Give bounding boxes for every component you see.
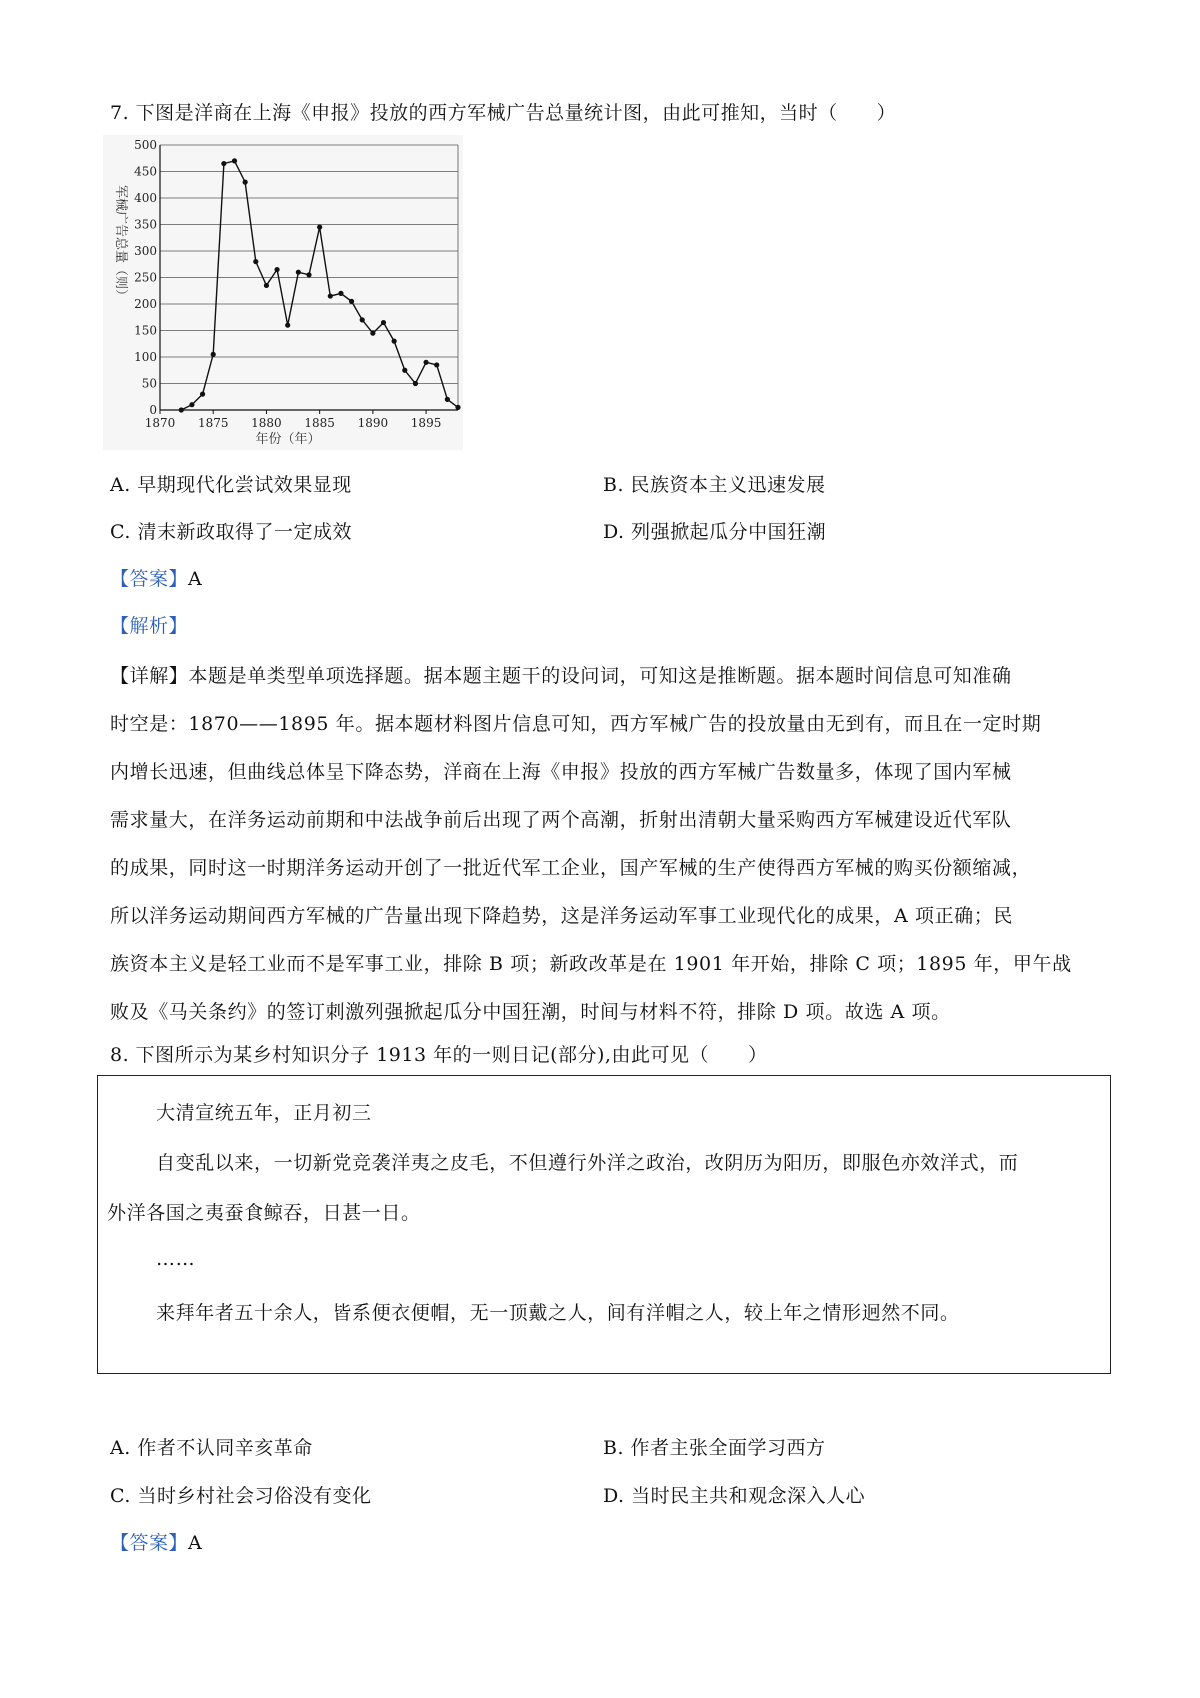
data-point — [274, 267, 279, 272]
detail-line: 需求量大，在洋务运动前期和中法战争前后出现了两个高潮，折射出清朝大量采购西方军械建设近代军队 — [110, 809, 1012, 831]
x-tick-label: 1870 — [144, 416, 176, 430]
question-8-stem: 8. 下图所示为某乡村知识分子 1913 年的一则日记(部分),由此可见（ ） — [110, 1044, 768, 1066]
diary-line: 来拜年者五十余人，皆系便衣便帽，无一顶戴之人，间有洋帽之人，较上年之情形迥然不同。 — [156, 1302, 960, 1324]
data-point — [317, 225, 322, 230]
x-axis-label: 年份（年） — [255, 432, 321, 447]
q8-option-b[interactable]: B. 作者主张全面学习西方 — [603, 1437, 826, 1459]
y-tick-label: 200 — [134, 297, 157, 311]
q7-option-c[interactable]: C. 清末新政取得了一定成效 — [110, 521, 352, 543]
data-point — [328, 293, 333, 298]
data-point — [179, 407, 184, 412]
x-tick-label: 1885 — [304, 416, 335, 430]
data-point — [285, 323, 290, 328]
q7-detail-paragraph — [110, 652, 1100, 1036]
q7-option-b[interactable]: B. 民族资本主义迅速发展 — [603, 474, 826, 496]
x-tick-label: 1895 — [410, 416, 442, 430]
y-tick-label: 250 — [134, 270, 157, 285]
detail-line: 族资本主义是轻工业而不是军事工业，排除 B 项；新政改革是在 1901 年开始，排除 C 项；1895 年，甲午战 — [110, 953, 1072, 975]
data-point — [189, 402, 194, 407]
y-tick-label: 300 — [134, 244, 157, 258]
data-point — [243, 180, 248, 185]
data-point — [232, 158, 237, 163]
detail-line: 时空是：1870——1895 年。据本题材料图片信息可知，西方军械广告的投放量由无到有，而且在一定时期 — [110, 713, 1042, 735]
y-axis-label: 军械广告总量（则） — [113, 185, 128, 303]
data-point — [360, 317, 365, 322]
data-point — [338, 291, 343, 296]
data-point — [200, 392, 205, 397]
data-point — [423, 360, 428, 365]
y-tick-label: 500 — [134, 138, 157, 152]
answer-value: A — [188, 568, 203, 590]
detail-tag: 【详解】 — [110, 665, 189, 687]
q8-option-a[interactable]: A. 作者不认同辛亥革命 — [110, 1437, 313, 1459]
data-point — [402, 368, 407, 373]
data-point — [296, 270, 301, 275]
diary-line: 外洋各国之夷蚕食鲸吞，日甚一日。 — [107, 1202, 421, 1224]
diary-ellipsis: …… — [156, 1248, 196, 1270]
data-point — [434, 362, 439, 367]
data-point — [370, 331, 375, 336]
y-tick-label: 0 — [149, 403, 157, 417]
detail-line: 内增长迅速，但曲线总体呈下降态势，洋商在上海《申报》投放的西方军械广告数量多，体现了国内军械 — [110, 761, 1012, 783]
question-7-stem: 7. 下图是洋商在上海《申报》投放的西方军械广告总量统计图，由此可推知，当时（ ） — [110, 102, 897, 124]
chart-svg — [103, 135, 463, 450]
y-tick-label: 50 — [141, 376, 157, 391]
x-tick-label: 1875 — [197, 416, 229, 430]
diary-date: 大清宣统五年，正月初三 — [156, 1102, 372, 1124]
data-point — [253, 259, 258, 264]
y-tick-label: 350 — [134, 217, 157, 232]
analysis-tag: 【解析】 — [110, 615, 189, 637]
q8-answer — [110, 1528, 202, 1555]
answer-tag: 【答案】 — [110, 568, 189, 590]
answer-value: A — [188, 1532, 203, 1554]
q8-option-c[interactable]: C. 当时乡村社会习俗没有变化 — [110, 1485, 372, 1507]
y-tick-label: 400 — [134, 191, 157, 205]
y-tick-label: 450 — [134, 164, 157, 179]
q8-option-d[interactable]: D. 当时民主共和观念深入人心 — [603, 1485, 866, 1507]
detail-line: 的成果，同时这一时期洋务运动开创了一批近代军工企业，国产军械的生产使得西方军械的购买份额缩减， — [110, 857, 1032, 879]
diary-line: 自变乱以来，一切新党竞袭洋夷之皮毛，不但遵行外洋之政治，改阴历为阳历，即服色亦效洋式，而 — [156, 1152, 1019, 1174]
chart-background — [103, 135, 463, 450]
detail-line: 败及《马关条约》的签订刺激列强掀起瓜分中国狂潮，时间与材料不符，排除 D 项。故选 A 项。 — [110, 1001, 951, 1023]
q7-option-a[interactable]: A. 早期现代化尝试效果显现 — [110, 474, 352, 496]
y-tick-label: 150 — [134, 323, 157, 338]
detail-line: 【详解】本题是单类型单项选择题。据本题主题干的设问词，可知这是推断题。据本题时间信息可知准确 — [110, 665, 1012, 687]
data-point — [413, 381, 418, 386]
data-point — [455, 405, 460, 410]
x-tick-label: 1880 — [251, 416, 282, 430]
answer-tag: 【答案】 — [110, 1532, 189, 1554]
data-point — [381, 320, 386, 325]
q7-analysis-tag — [110, 611, 188, 638]
data-point — [221, 161, 226, 166]
q7-answer — [110, 564, 202, 591]
x-tick-label: 1890 — [357, 416, 389, 430]
data-point — [264, 283, 269, 288]
detail-line: 所以洋务运动期间西方军械的广告量出现下降趋势，这是洋务运动军事工业现代化的成果，A 项正确；民 — [110, 905, 1013, 927]
data-point — [349, 299, 354, 304]
data-point — [445, 397, 450, 402]
diary-excerpt-box — [97, 1075, 1111, 1374]
data-point — [306, 272, 311, 277]
ad-volume-chart — [103, 135, 463, 450]
data-point — [211, 352, 216, 357]
q7-option-d[interactable]: D. 列强掀起瓜分中国狂潮 — [603, 521, 827, 543]
data-point — [392, 339, 397, 344]
y-tick-label: 100 — [134, 350, 157, 364]
